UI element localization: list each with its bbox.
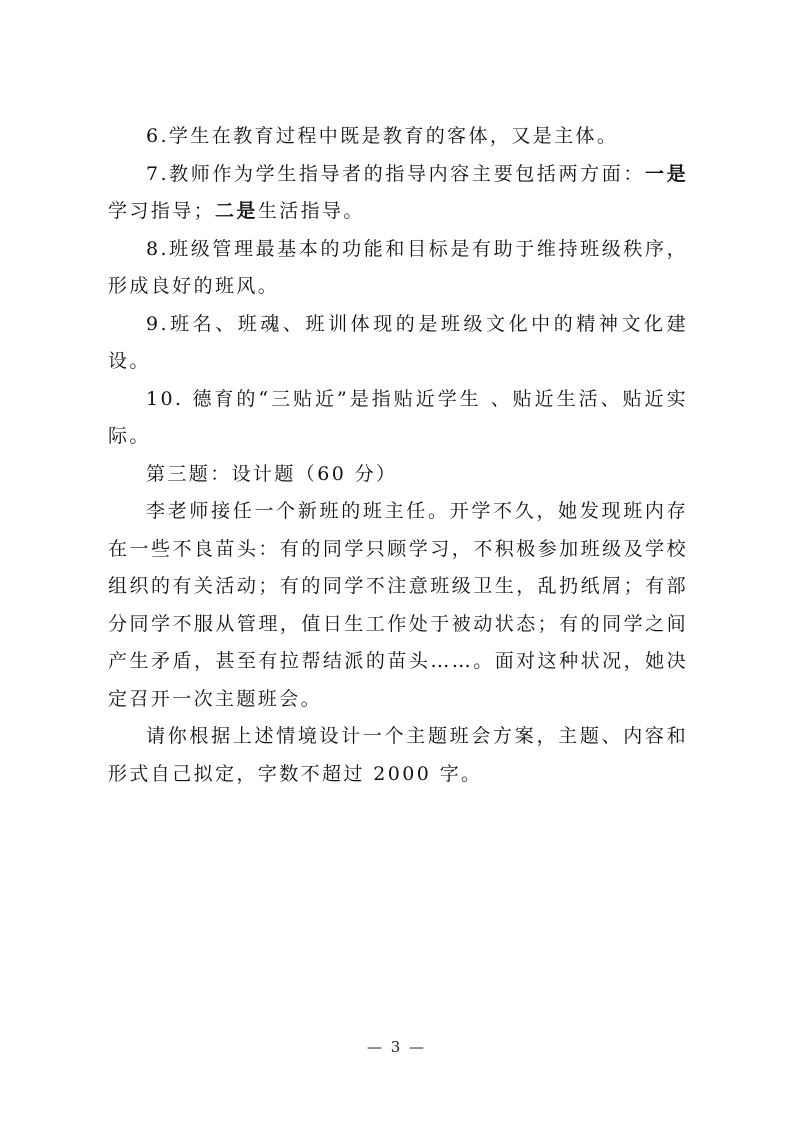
section-heading: 第三题：设计题（60 分）	[146, 462, 398, 485]
page-number: — 3 —	[366, 1038, 427, 1056]
paragraph-item-9: 9.班名、班魂、班训体现的是班级文化中的精神文化建设。	[108, 312, 688, 372]
paragraph-item-7-bold-b: 二是	[215, 200, 258, 222]
paragraph-item-7-text-a: 7.教师作为学生指导者的指导内容主要包括两方面：	[146, 162, 645, 185]
task-paragraph: 请你根据上述情境设计一个主题班会方案，主题、内容和形式自己拟定，字数不超过 2000 字。	[108, 725, 688, 785]
paragraph-item-7	[108, 156, 688, 231]
paragraph-item-8: 8.班级管理最基本的功能和目标是有助于维持班级秩序，形成良好的班风。	[108, 237, 688, 297]
paragraph-item-7-bold-a: 一是	[644, 162, 688, 185]
scenario-paragraph: 李老师接任一个新班的班主任。开学不久，她发现班内存在一些不良苗头：有的同学只顾学习，不积极参加班级及学校组织的有关活动；有的同学不注意班级卫生，乱扔纸屑；有部分同学不服从管理，值日生工作处于被动状态；有的同学之间产生矛盾，甚至有拉帮结派的苗头……。面对这种状况，她决定召开一次主题班会。	[108, 500, 688, 710]
document-body	[108, 118, 688, 793]
paragraph-item-10: 10. 德育的“三贴近”是指贴近学生 、贴近生活、贴近实际。	[108, 387, 688, 447]
paragraph-item-7-text-c: 生活指导。	[257, 200, 365, 222]
paragraph-item-7-text-b: 学习指导；	[108, 200, 216, 222]
paragraph-item-6: 6.学生在教育过程中既是教育的客体，又是主体。	[146, 125, 619, 147]
